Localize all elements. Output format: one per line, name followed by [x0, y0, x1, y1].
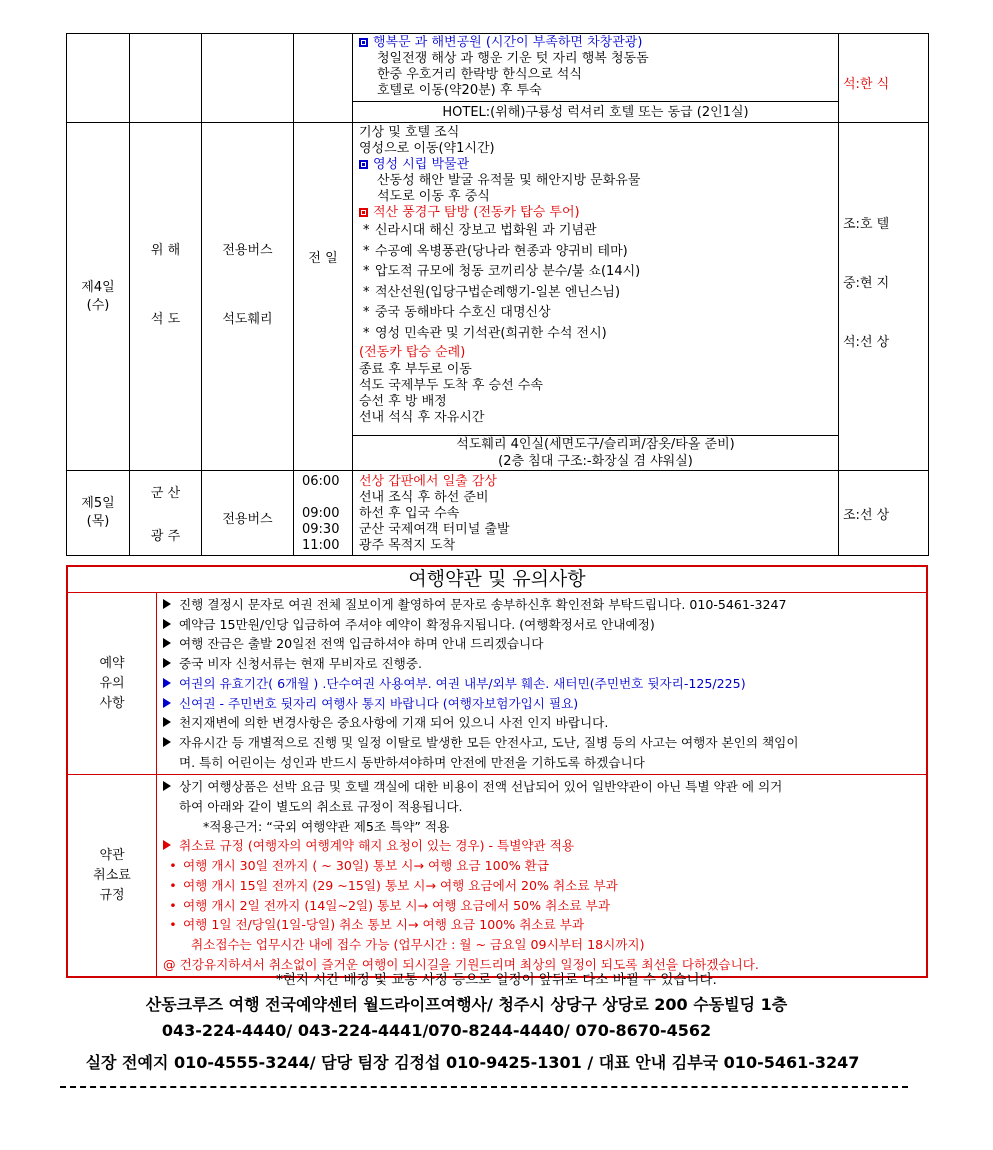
schedule-change-note: *현지 시간 배정 및 교통 사정 등으로 일정이 앞뒤로 다소 바뀔 수 있습니다. — [276, 972, 717, 988]
day5-meal-cell — [839, 471, 929, 556]
cancel-section — [68, 775, 926, 976]
agency-address: 산동크루즈 여행 전국예약센터 월드라이프여행사/ 청주시 상당구 상당로 200 수동빌딩 1층 — [145, 995, 788, 1014]
asterisk-bullet-icon: * — [363, 264, 370, 279]
triangle-bullet-icon — [163, 737, 171, 747]
list-item: * 압도적 규모에 청동 코끼리상 분수/불 쇼(14시) — [353, 262, 838, 283]
city-label: 석 도 — [150, 311, 181, 327]
schedule-line: 석도 국제부두 도착 후 승선 수속 — [359, 378, 543, 393]
triangle-bullet-icon — [163, 638, 171, 648]
triangle-bullet-icon — [163, 619, 171, 629]
schedule-line: 종료 후 부두로 이동 — [359, 362, 472, 377]
meal-label: 석:한 식 — [843, 76, 890, 92]
ferry-room: 석도훼리 4인실(세면도구/슬리퍼/잠옷/타올 준비) — [456, 437, 735, 452]
day-label: 제4일 — [81, 279, 115, 295]
schedule-line: 영성으로 이동(약1시간) — [359, 141, 495, 156]
list-item: * 영성 민속관 및 기석관(희귀한 수석 전시) — [353, 324, 838, 345]
notice-body — [157, 593, 926, 774]
schedule-line: 하선 후 입국 수속 — [359, 506, 460, 521]
notice-item: 중국 비자 신청서류는 현재 무비자로 진행중. — [163, 654, 922, 674]
schedule-line: 석도로 이동 후 중식 — [377, 189, 490, 204]
itinerary-table — [66, 33, 929, 556]
day5-transport-cell — [202, 471, 294, 556]
schedule-line: 선상 갑판에서 일출 감상 — [359, 474, 497, 489]
day5-city-cell — [130, 471, 202, 556]
notice-label: 예약 유의 사항 — [68, 593, 157, 774]
cancel-closing: @ 건강유지하셔서 취소없이 즐거운 여행이 되시길을 기원드리며 최상의 일정이 되도록 최선을 다하겠습니다. — [163, 956, 759, 972]
day4-city-cell — [130, 123, 202, 471]
schedule-line: 선내 석식 후 자유시간 — [359, 410, 485, 425]
weekday-label: (목) — [86, 514, 110, 529]
triangle-bullet-icon — [163, 717, 171, 727]
terms-title: 여행약관 및 유의사항 — [68, 567, 926, 593]
cancel-item: • 여행 개시 15일 전까지 (29 ~15일) 통보 시→ 여행 요금에서 20% 취소료 부과 — [163, 876, 922, 896]
terms-box — [66, 565, 928, 978]
notice-continuation: 며. 특히 어린이는 성인과 반드시 동반하셔야하며 안전에 만전을 기하도록 하겠습니다 — [179, 754, 645, 770]
museum-title: 영성 시립 박물관 — [353, 157, 838, 173]
day4-schedule-cell — [353, 123, 839, 436]
square-bullet-icon — [359, 38, 368, 47]
day3-day-cell — [67, 34, 130, 123]
day3-city-cell — [130, 34, 202, 123]
asterisk-bullet-icon: * — [363, 284, 370, 300]
notice-section — [68, 593, 926, 775]
cancel-body — [157, 775, 926, 976]
cancel-title: 취소료 규정 (여행자의 여행계약 해지 요청이 있는 경우) - 특별약관 적용 — [163, 836, 922, 856]
notice-item: 천지재변에 의한 변경사항은 중요사항에 기재 되어 있으니 사전 인지 바랍니다. — [163, 713, 922, 733]
cancel-item: • 여행 개시 30일 전까지 ( ~ 30일) 통보 시→ 여행 요금 100% 환급 — [163, 856, 922, 876]
contact-persons: 실장 전예지 010-4555-3244/ 담당 팀장 김정섭 010-9425-1301 / 대표 안내 김부국 010-5461-3247 — [85, 1053, 860, 1072]
triangle-bullet-icon — [163, 840, 171, 850]
time-label: 전 일 — [308, 250, 338, 266]
schedule-line: 호텔로 이동(약20분) 후 투숙 — [377, 83, 542, 98]
park-title: 적산 풍경구 탐방 (전동카 탑승 투어) — [353, 205, 838, 221]
ferry-info — [353, 436, 839, 471]
city-label: 군 산 — [150, 486, 181, 501]
meal-label: 중:현 지 — [843, 276, 890, 291]
day3-schedule-cell — [353, 34, 839, 102]
notice-item: 예약금 15만원/인당 입금하여 주셔야 예약이 확정유지됩니다. (여행확정서로 안내예정) — [163, 615, 922, 635]
schedule-line: 군산 국제여객 터미널 출발 — [359, 522, 510, 537]
cart-note: (전동카 탑승 순례) — [359, 345, 466, 360]
ferry-structure: (2층 침대 구조:-화장실 겸 샤워실) — [498, 454, 693, 469]
asterisk-bullet-icon: * — [363, 223, 370, 238]
transport-label: 석도훼리 — [222, 311, 273, 327]
triangle-bullet-icon — [163, 599, 171, 609]
sight-title: 행복문 과 해변공원 (시간이 부족하면 차창관광) — [353, 35, 838, 51]
triangle-bullet-icon — [163, 658, 171, 668]
notice-item: 신여권 - 주민번호 뒷자리 여행사 통지 바랍니다 (여행자보험가입시 필요) — [163, 694, 922, 714]
cancel-item: • 여행 1일 전/당일(1일-당일) 취소 통보 시→ 여행 요금 100% 취소료 부과 — [163, 915, 922, 935]
schedule-line: 광주 목적지 도착 — [359, 538, 456, 553]
schedule-line: 청일전쟁 해상 과 행운 기운 텃 자리 행복 청동돔 — [377, 51, 649, 66]
dot-bullet-icon: • — [169, 897, 177, 913]
transport-label: 전용버스 — [222, 511, 273, 527]
triangle-bullet-icon — [163, 698, 171, 708]
meal-label: 석:선 상 — [843, 335, 890, 350]
schedule-line: 기상 및 호텔 조식 — [359, 125, 460, 140]
day3-meal — [839, 34, 929, 123]
triangle-bullet-icon — [163, 678, 171, 688]
schedule-line: 승선 후 방 배정 — [359, 394, 447, 409]
notice-item: 여행 잔금은 출발 20일전 전액 입금하셔야 하며 안내 드리겠습니다 — [163, 634, 922, 654]
notice-item: 여권의 유효기간( 6개월 ) .단수여권 사용여부. 여권 내부/외부 훼손. 새터민(주민번호 뒷자리-125/225) — [163, 674, 922, 694]
day5-schedule-cell — [353, 471, 839, 556]
schedule-line: 한중 우호거리 한락방 한식으로 석식 — [377, 67, 582, 82]
city-label: 위 해 — [150, 242, 181, 258]
list-item: * 수공예 옥병풍관(당나라 현종과 양귀비 테마) — [353, 242, 838, 263]
agency-phones: 043-224-4440/ 043-224-4441/070-8244-4440/ 070-8670-4562 — [161, 1021, 712, 1040]
notice-item: 자유시간 등 개별적으로 진행 및 일정 이탈로 발생한 모든 안전사고, 도난, 질병 등의 사고는 여행자 본인의 책임이 — [163, 733, 922, 753]
city-label: 광 주 — [150, 529, 181, 544]
list-item: * 적산선원(입당구법순례행기-일본 엔닌스님) — [353, 283, 838, 304]
cancel-basis: *적용근거: “국외 여행약관 제5조 특약” 적용 — [203, 818, 450, 834]
meal-label: 조:선 상 — [843, 507, 890, 523]
day5-row — [67, 471, 929, 556]
square-bullet-icon — [359, 208, 368, 217]
day4-transport-cell — [202, 123, 294, 471]
square-bullet-icon — [359, 160, 368, 169]
transport-label: 전용버스 — [222, 242, 273, 258]
hotel-info: HOTEL:(위해)구룡성 럭셔리 호텔 또는 동급 (2인1실) — [353, 102, 839, 123]
list-item: * 신라시대 해신 장보고 법화원 과 기념관 — [353, 221, 838, 242]
day4-row — [67, 123, 929, 436]
day4-day-cell — [67, 123, 130, 471]
day4-time-cell — [294, 123, 353, 471]
cancel-intro: 상기 여행상품은 선박 요금 및 호텔 객실에 대한 비용이 전액 선납되어 있어 일반약관이 아닌 특별 약관 에 의거 — [163, 777, 922, 797]
time-label: 06:00 — [302, 474, 340, 489]
day5-day-cell — [67, 471, 130, 556]
dot-bullet-icon: • — [169, 877, 177, 893]
time-label: 11:00 — [302, 538, 340, 553]
time-label: 09:30 — [302, 522, 340, 537]
dashed-divider — [60, 1086, 908, 1088]
schedule-line: 선내 조식 후 하선 준비 — [359, 490, 489, 505]
schedule-line: 산동성 해안 발굴 유적물 및 해안지방 문화유물 — [377, 173, 641, 188]
cancel-hours: 취소접수는 업무시간 내에 접수 가능 (업무시간 : 월 ~ 금요일 09시부터 18시까지) — [191, 936, 645, 952]
dot-bullet-icon: • — [169, 858, 177, 874]
dot-bullet-icon: • — [169, 917, 177, 933]
cancel-label: 약관 취소료 규정 — [68, 775, 157, 976]
day3-transport-cell — [202, 34, 294, 123]
asterisk-bullet-icon: * — [363, 305, 370, 320]
day4-meals-cell — [839, 123, 929, 471]
triangle-bullet-icon — [163, 781, 171, 791]
meal-label: 조:호 텔 — [843, 217, 890, 232]
asterisk-bullet-icon: * — [363, 325, 370, 341]
list-item: * 중국 동해바다 수호신 대명신상 — [353, 303, 838, 324]
cancel-item: • 여행 개시 2일 전까지 (14일~2일) 통보 시→ 여행 요금에서 50% 취소료 부과 — [163, 896, 922, 916]
weekday-label: (수) — [86, 297, 110, 313]
asterisk-bullet-icon: * — [363, 243, 370, 259]
cancel-intro-cont: 하여 아래와 같이 별도의 취소료 규정이 적용됩니다. — [179, 799, 463, 815]
day5-time-cell — [294, 471, 353, 556]
day3-time-cell — [294, 34, 353, 123]
day3-row — [67, 34, 929, 102]
time-label: 09:00 — [302, 506, 340, 521]
day-label: 제5일 — [81, 496, 115, 511]
notice-item: 진행 결정시 문자로 여권 전체 질보이게 촬영하여 문자로 송부하신후 확인전화 부탁드립니다. 010-5461-3247 — [163, 595, 922, 615]
